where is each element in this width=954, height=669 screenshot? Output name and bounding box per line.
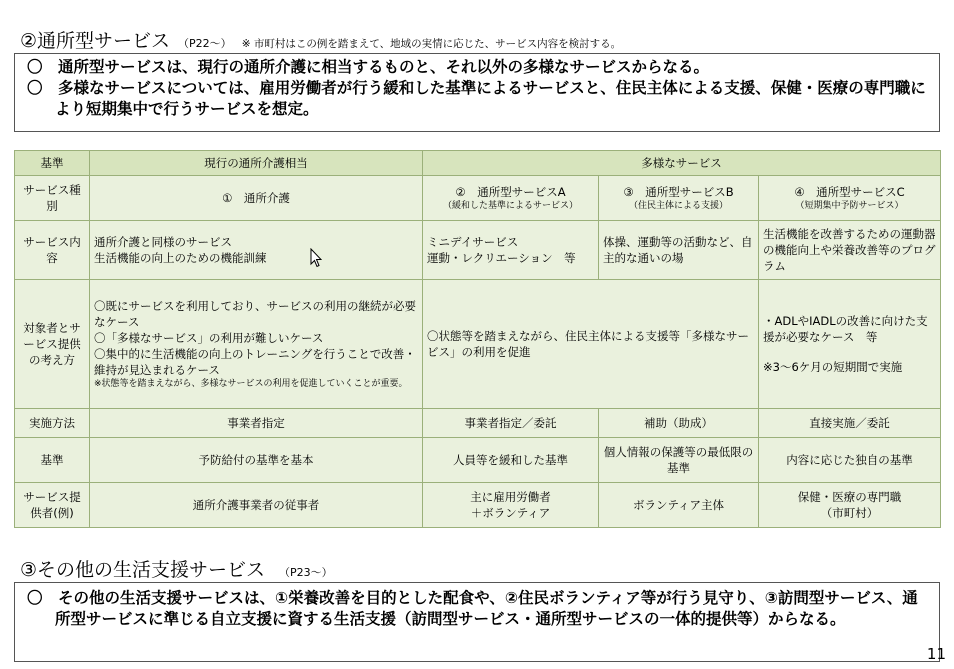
section2-note: ※ 市町村はこの例を踏まえて、地域の実情に応じた、サービス内容を検討する。 [241,38,622,50]
service-comparison-table [14,150,941,528]
type-c-sub: （短期集中予防サービス） [795,200,904,211]
section2-summary-box [14,53,940,132]
provider-current: 通所介護事業者の従事者 [90,482,423,527]
row-label-provider: サービス提供者(例) [15,482,90,527]
target-current [90,280,423,409]
section2-bullet-1: 〇 通所型サービスは、現行の通所介護に相当するものと、それ以外の多様なサービスからなる。 [27,58,710,76]
type-b-name: ③ 通所型サービスB [623,184,734,199]
row-label-target: 対象者とサービス提供の考え方 [15,280,90,409]
method-b: 補助（助成） [599,409,759,438]
section2-title: ②通所型サービス [20,30,171,52]
type-b-sub: （住民主体による支援） [628,200,728,211]
section3-bullet: 〇 その他の生活支援サービスは、①栄養改善を目的とした配食や、②住民ボランティア等が行う見守り、③訪問型サービス、通所型サービスに準じる自立支援に資する生活支援（訪問型サービス・通所型サービスの一体的提供等）からなる。 [27,589,918,628]
method-current: 事業者指定 [90,409,423,438]
table-row-standard [15,437,941,482]
type-a-name: ② 通所型サービスA [455,184,566,199]
provider-c: 保健・医療の専門職 （市町村） [759,482,941,527]
header-kijun: 基準 [15,151,90,176]
type-a-sub: （緩和した基準によるサービス） [442,200,578,211]
section3-title: ③その他の生活支援サービス [20,559,266,581]
standard-b: 個人情報の保護等の最低限の基準 [599,437,759,482]
target-c-note: ※3～6ケ月の短期間で実施 [763,360,903,375]
target-c-text: ・ADLやIADLの改善に向けた支援が必要なケース 等 [763,314,928,345]
mouse-cursor-icon [310,248,322,268]
table-row-content [15,220,941,279]
section2-page-ref: （P22～） [178,37,232,50]
section3-heading [20,555,333,582]
content-current: 通所介護と同様のサービス 生活機能の向上のための機能訓練 [90,220,423,279]
type-a [423,175,599,220]
content-a: ミニデイサービス 運動・レクリエーション 等 [423,220,599,279]
table-row-method [15,409,941,438]
row-label-service-type: サービス種別 [15,175,90,220]
section2-bullet-2: 〇 多様なサービスについては、雇用労働者が行う緩和した基準によるサービスと、住民主体による支援、保健・医療の専門職により短期集中で行うサービスを想定。 [27,79,926,118]
table-row-service-type [15,175,941,220]
section2-heading [20,26,621,53]
section3-page-ref: （P23～） [279,566,333,579]
type-b [599,175,759,220]
target-current-text: 〇既にサービスを利用しており、サービスの利用の継続が必要なケース 〇「多様なサービス」の利用が難しいケース 〇集中的に生活機能の向上のトレーニングを行うことで改善・維持が見込まれるケース [94,299,416,378]
header-diverse: 多様なサービス [423,151,941,176]
method-c: 直接実施／委託 [759,409,941,438]
standard-a: 人員等を緩和した基準 [423,437,599,482]
standard-c: 内容に応じた独自の基準 [759,437,941,482]
provider-b: ボランティア主体 [599,482,759,527]
header-current: 現行の通所介護相当 [90,151,423,176]
table-row-provider [15,482,941,527]
table-header-row [15,151,941,176]
row-label-method: 実施方法 [15,409,90,438]
method-a: 事業者指定／委託 [423,409,599,438]
standard-current: 予防給付の基準を基本 [90,437,423,482]
content-c: 生活機能を改善するための運動器の機能向上や栄養改善等のプログラム [759,220,941,279]
type-current: ① 通所介護 [90,175,423,220]
type-c-name: ④ 通所型サービスC [794,184,905,199]
row-label-content: サービス内容 [15,220,90,279]
provider-a: 主に雇用労働者 ＋ボランティア [423,482,599,527]
target-c [759,280,941,409]
target-ab: 〇状態等を踏まえながら、住民主体による支援等「多様なサービス」の利用を促進 [423,280,759,409]
section3-summary-box [14,582,940,662]
table-row-target [15,280,941,409]
target-current-note: ※状態等を踏まえながら、多様なサービスの利用を促進していくことが重要。 [94,379,408,390]
content-b: 体操、運動等の活動など、自主的な通いの場 [599,220,759,279]
page-number: 11 [926,645,946,663]
type-c [759,175,941,220]
row-label-standard: 基準 [15,437,90,482]
